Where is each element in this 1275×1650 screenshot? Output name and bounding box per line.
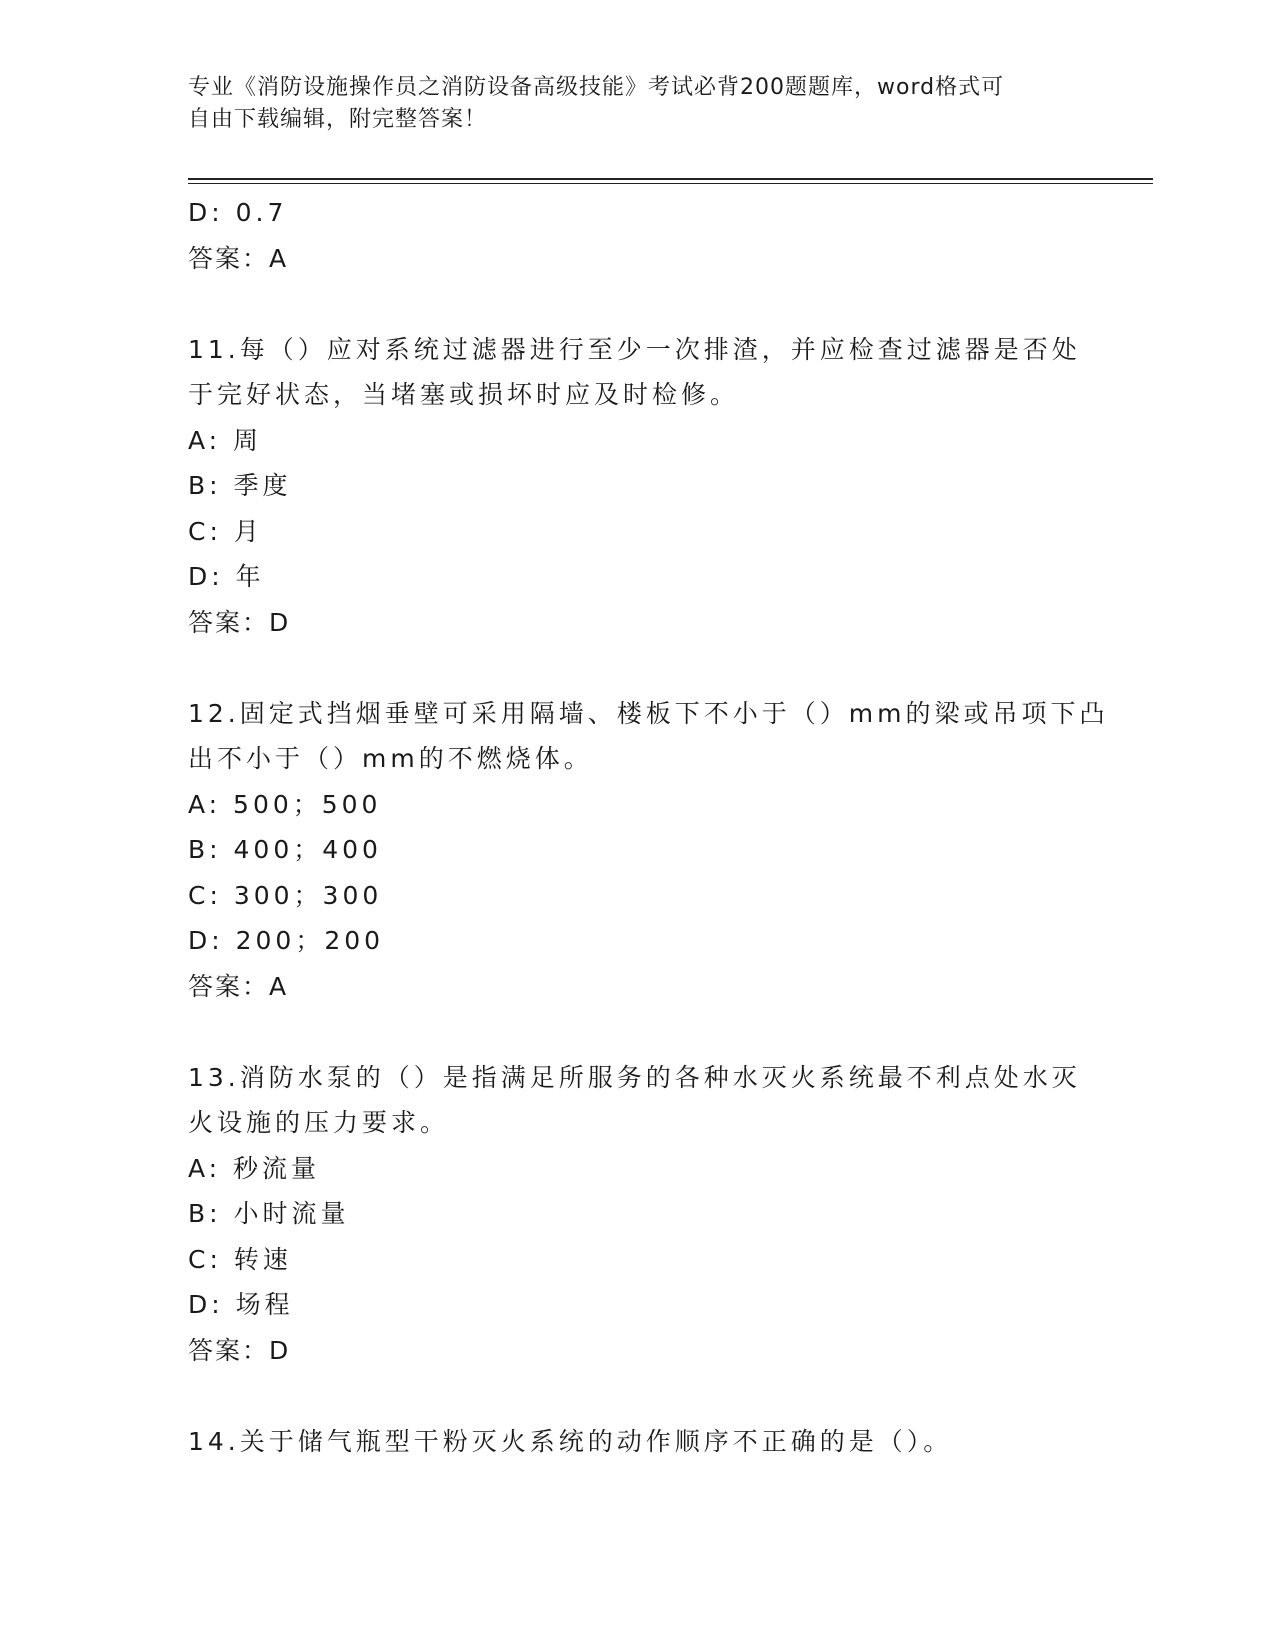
- spacer: [188, 1373, 1088, 1419]
- spacer: [188, 645, 1088, 691]
- question-text-line-1: 12.固定式挡烟垂壁可采用隔墙、楼板下不小于（）mm的梁或吊项下凸: [188, 698, 1109, 728]
- option-d: D: 场程: [188, 1290, 294, 1319]
- question-11: [188, 327, 1088, 646]
- spacer: [188, 1009, 1088, 1055]
- document-header: [188, 72, 1068, 136]
- option-c: C: 300；300: [188, 880, 383, 910]
- question-list: [188, 190, 1109, 1464]
- answer-line: 答案：A: [188, 243, 289, 273]
- question-text-line-1: 14.关于储气瓶型干粉灭火系统的动作顺序不正确的是（）。: [188, 1426, 953, 1456]
- question-text-line-1: 11.每（）应对系统过滤器进行至少一次排渣，并应检查过滤器是否处: [188, 334, 1081, 364]
- option-a: A: 周: [188, 425, 263, 455]
- question-12: [188, 691, 1109, 1010]
- option-d: D: 200；200: [188, 926, 385, 955]
- header-divider-thick: [188, 178, 1153, 180]
- question-text-line-2: 于完好状态，当堵塞或损坏时应及时检修。: [188, 380, 740, 409]
- option-b: B: 季度: [188, 471, 292, 500]
- header-title-line-2: 自由下载编辑，附完整答案！: [188, 107, 488, 132]
- option-c: C: 转速: [188, 1244, 292, 1274]
- spacer: [188, 281, 1088, 327]
- previous-question-tail: [188, 190, 1088, 281]
- option-b: B: 400；400: [188, 835, 382, 864]
- answer-line: 答案：D: [188, 607, 291, 637]
- answer-line: 答案：D: [188, 1335, 291, 1365]
- option-a: A: 秒流量: [188, 1153, 321, 1183]
- answer-line: 答案：A: [188, 971, 289, 1001]
- option-d: D: 年: [188, 562, 265, 591]
- option-c: C: 月: [188, 516, 263, 546]
- question-text-line-1: 13.消防水泵的（）是指满足所服务的各种水灭火系统最不利点处水灭: [188, 1062, 1081, 1092]
- header-divider-thin: [188, 183, 1153, 184]
- option-b: B: 小时流量: [188, 1199, 350, 1228]
- question-13: [188, 1055, 1088, 1374]
- question-14: [188, 1419, 1088, 1465]
- header-title-line-1: 专业《消防设施操作员之消防设备高级技能》考试必背200题题库，word格式可: [188, 75, 1005, 100]
- option-d: D: 0.7: [188, 198, 288, 227]
- option-a: A: 500；500: [188, 789, 382, 819]
- question-text-line-2: 出不小于（）mm的不燃烧体。: [188, 744, 593, 773]
- question-text-line-2: 火设施的压力要求。: [188, 1108, 450, 1137]
